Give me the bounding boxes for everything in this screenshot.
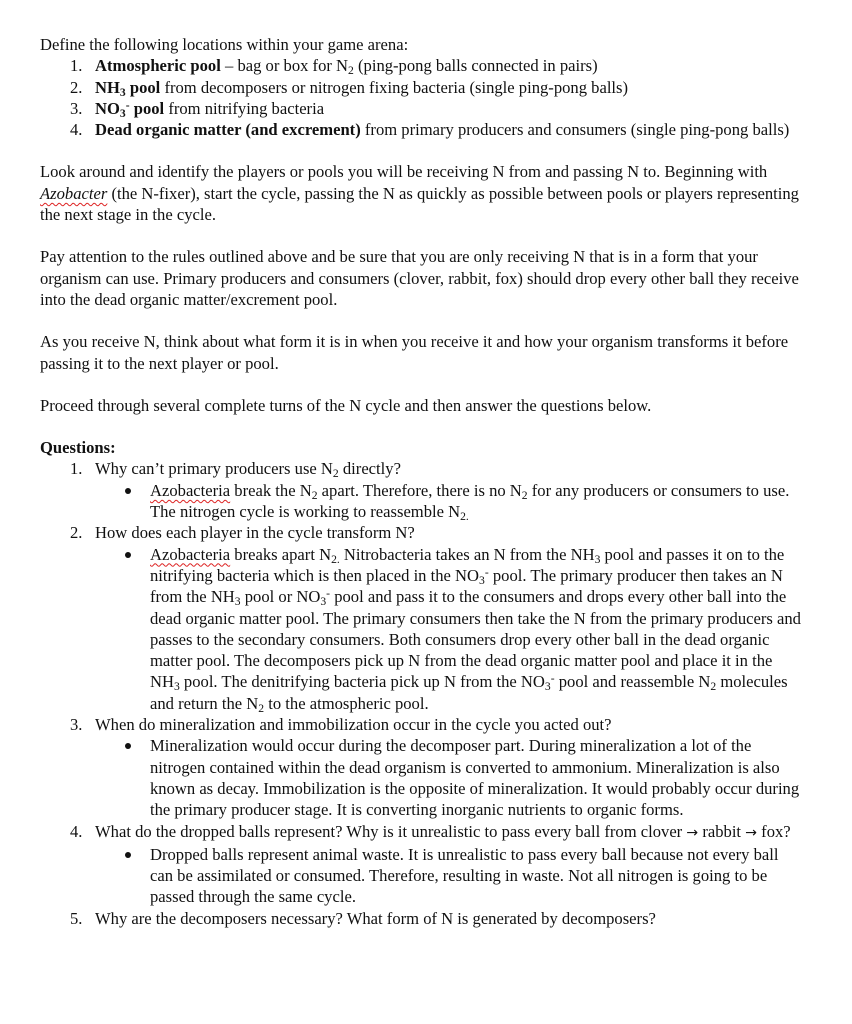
list-number: 3.: [70, 98, 83, 118]
answer-text: apart. Therefore, there is no N: [317, 480, 522, 500]
location-title: NO: [95, 98, 120, 118]
subscript: 2: [258, 701, 265, 715]
bullet-icon: [125, 743, 131, 749]
superscript: -: [550, 672, 555, 686]
question-text: rabbit: [698, 821, 746, 841]
answer-item: [95, 544, 805, 714]
location-item-no3-pool: [40, 98, 800, 119]
question-text: Why can’t primary producers use N: [95, 459, 333, 479]
subscript: 3: [234, 595, 241, 609]
answer-text: Dropped balls represent animal waste. It is unrealistic to pass every ball because not every ball can be assimilated or consumed. Therefore, resulting in waste. Not all nitrogen is going to be passed through the same cycle.: [150, 844, 779, 907]
question-text: When do mineralization and immobilization occur in the cycle you acted out?: [95, 715, 612, 735]
answer-text: pool. The primary producer then takes an N from the NH: [150, 565, 783, 607]
answer-text: pool and passes it on to the nitrifying bacteria which is then placed in the NO: [150, 544, 785, 585]
answer-item: [95, 844, 805, 908]
location-text: – bag or box for N: [220, 56, 349, 76]
location-text: from primary producers and consumers (single ping-pong balls): [360, 120, 790, 140]
location-title: pool: [129, 98, 165, 118]
list-number: 4.: [70, 821, 83, 841]
answer-text: Mineralization would occur during the decomposer part. During mineralization a lot of the nitrogen contained within the dead organism is converted to ammonium. Mineralization is also known as decay. Immobilization is the opposite of mineralization. It would probably occur during the primary producer stage. It is converting inorganic nutrients to organic forms.: [150, 736, 800, 820]
subscript: 3: [320, 595, 327, 609]
question-item-4: [40, 821, 800, 908]
question-item-5: [40, 908, 800, 929]
paragraph-proceed: Proceed through several complete turns of the N cycle and then answer the questions below.: [40, 395, 652, 415]
answer-list: [95, 544, 800, 714]
intro-heading: Define the following locations within your game arena:: [40, 35, 409, 54]
paragraph-receive-n: As you receive N, think about what form it is in when you receive it and how your organism transforms it before passing it to the next player or pool.: [40, 332, 789, 373]
paragraph-text: Look around and identify the players or pools you will be receiving N from and passing N to. Beginning with: [40, 162, 768, 182]
bullet-icon: [125, 488, 131, 494]
question-text: directly?: [338, 459, 401, 479]
question-text: fox?: [757, 821, 791, 841]
list-number: 3.: [70, 715, 83, 735]
paragraph-look-around: [40, 161, 812, 225]
subscript: 3: [544, 680, 551, 694]
superscript: -: [484, 565, 489, 579]
location-title: Dead organic matter (and excrement): [95, 120, 361, 140]
locations-list: [40, 55, 812, 140]
list-number: 1.: [70, 459, 83, 479]
subscript: 2: [710, 680, 717, 694]
bullet-icon: [125, 852, 131, 858]
superscript: -: [326, 587, 331, 601]
answer-text: break the N: [230, 480, 312, 500]
superscript: -: [125, 98, 130, 112]
answer-text: pool and pass it to the consumers and drops every other ball into the dead organic matter pool. The primary consumers then take the N from the primary producers and passes to the secondary consumers. Both consumers drop every other ball in the dead organic matter pool. The decomposers pick up N from the dead organic matter pool and place it in the NH: [150, 587, 801, 692]
subscript: 2: [348, 64, 354, 78]
list-number: 2.: [70, 77, 83, 97]
list-number: 4.: [70, 120, 83, 140]
location-text: (ping-pong balls connected in pairs): [353, 56, 598, 76]
spellcheck-word-azobacteria[interactable]: Azobacteria: [150, 544, 231, 564]
answer-item: [95, 480, 805, 523]
answer-text: pool. The denitrifying bacteria pick up N from the NO: [179, 672, 545, 692]
subscript: 2: [521, 488, 528, 502]
location-item-dead-organic-matter: [40, 119, 800, 140]
arrow-right-icon: →: [745, 824, 758, 841]
location-title: Atmospheric pool: [95, 56, 221, 76]
subscript: 3: [119, 106, 126, 120]
answer-text: molecules and return the N: [150, 672, 788, 713]
location-item-atmospheric-pool: [40, 55, 800, 76]
list-number: 5.: [70, 908, 83, 928]
subscript: 2: [332, 467, 339, 481]
location-text: from decomposers or nitrogen fixing bacteria (single ping-pong balls): [160, 77, 629, 97]
answer-text: for any producers or consumers to use. The nitrogen cycle is working to reassemble N: [150, 480, 790, 522]
answer-text: pool or NO: [240, 587, 321, 607]
answer-text: breaks apart N: [230, 544, 332, 564]
question-item-3: [40, 714, 800, 820]
subscript: 3: [594, 552, 601, 566]
list-number: 1.: [70, 56, 83, 76]
question-item-2: [40, 522, 800, 714]
arrow-right-icon: →: [686, 824, 699, 841]
spellcheck-word-azobacter[interactable]: Azobacter: [40, 183, 108, 203]
subscript: 2: [311, 488, 318, 502]
answer-text: to the atmospheric pool.: [264, 693, 429, 713]
answer-text: pool and reassemble N: [554, 672, 711, 692]
subscript: 3: [119, 85, 126, 99]
question-item-1: [40, 458, 800, 522]
subscript: 2.: [331, 552, 340, 566]
answer-list: [95, 844, 800, 908]
list-number: 2.: [70, 523, 83, 543]
bullet-icon: [125, 552, 131, 558]
paragraph-text: (the N-fixer), start the cycle, passing the N as quickly as possible between pools or players representing the next stage in the cycle.: [40, 183, 799, 225]
location-item-nh3-pool: [40, 77, 800, 98]
questions-heading: Questions:: [40, 438, 116, 458]
question-text: What do the dropped balls represent? Why is it unrealistic to pass every ball from clover: [95, 821, 687, 841]
answer-list: [95, 735, 800, 820]
answer-item: [95, 735, 805, 820]
question-text: Why are the decomposers necessary? What form of N is generated by decomposers?: [95, 908, 656, 928]
answer-text: Nitrobacteria takes an N from the NH: [339, 544, 595, 564]
subscript: 3: [479, 573, 485, 587]
subscript: 3: [173, 680, 180, 694]
subscript: 2.: [460, 509, 469, 523]
location-title: pool: [125, 77, 161, 97]
spellcheck-word-azobacteria[interactable]: Azobacteria: [150, 480, 231, 500]
location-title: NH: [95, 77, 120, 97]
questions-list: [40, 458, 812, 929]
paragraph-rules: Pay attention to the rules outlined above and be sure that you are only receiving N that is in a form that your organism can use. Primary producers and consumers (clover, rabbit, fox) should drop every other ball they receive into the dead organic matter/excrement pool.: [40, 247, 799, 309]
location-text: from nitrifying bacteria: [164, 98, 325, 118]
question-text: How does each player in the cycle transform N?: [95, 523, 415, 543]
answer-list: [95, 480, 800, 523]
